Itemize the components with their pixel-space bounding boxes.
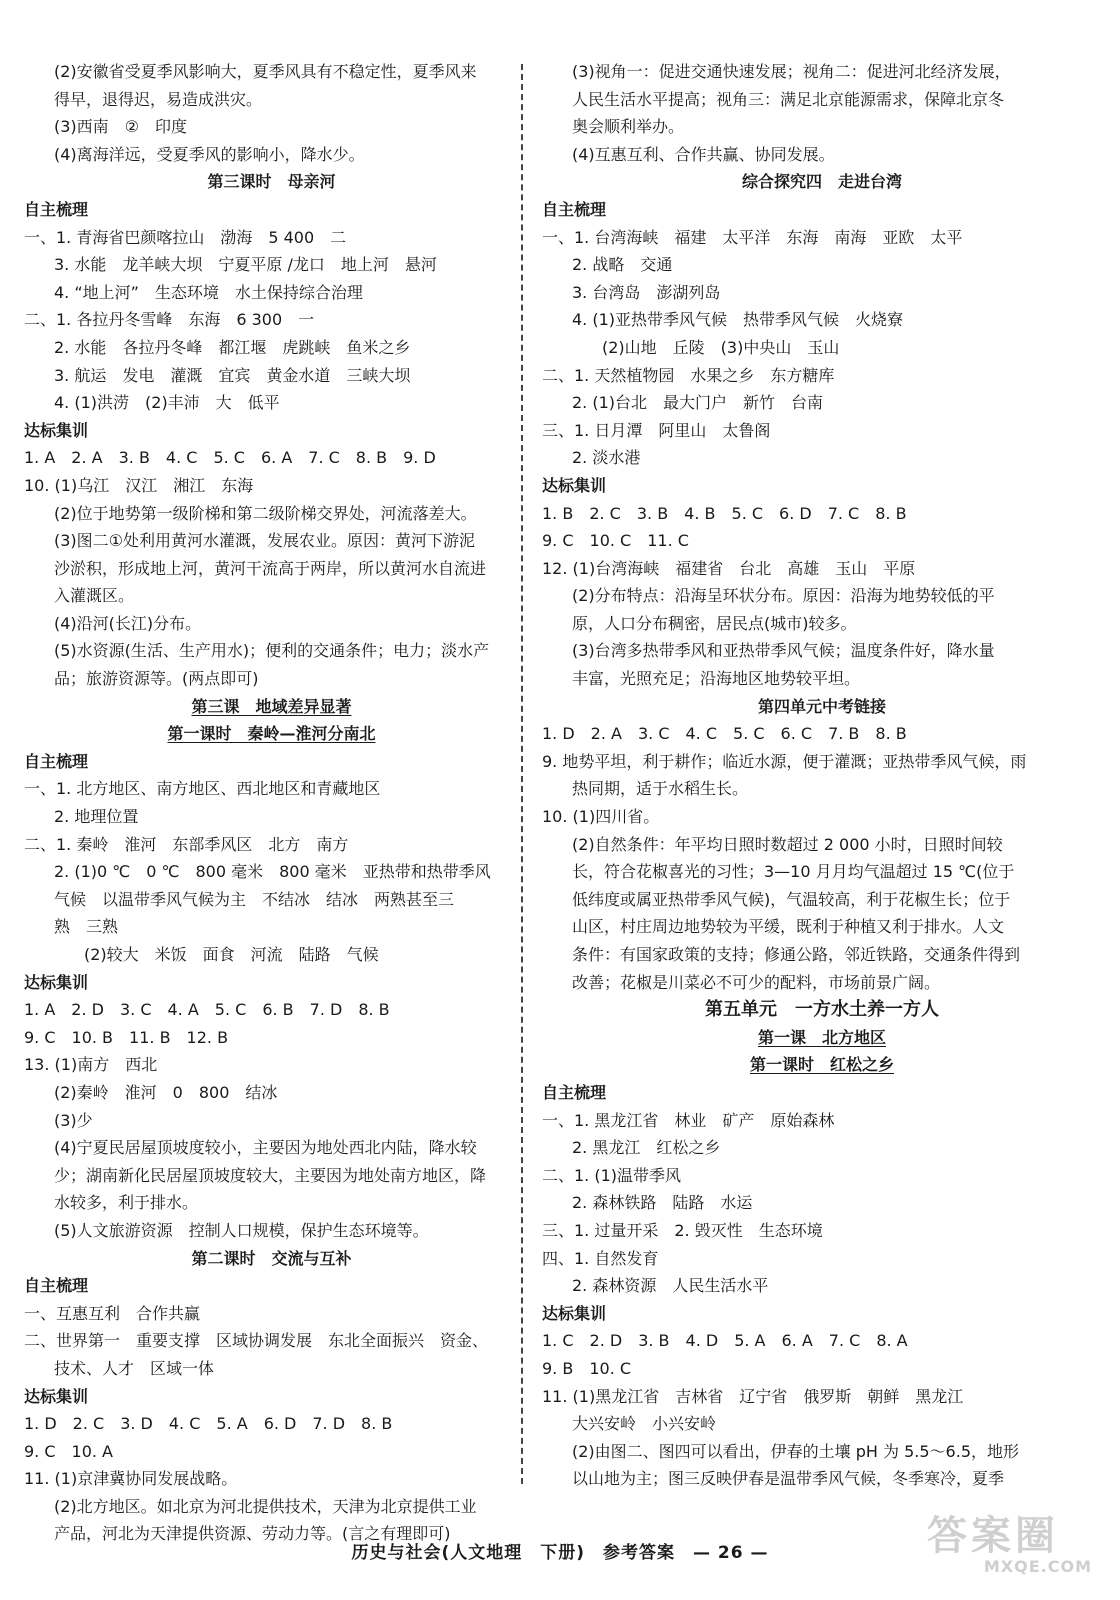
answer-line: 2. 淡水港 bbox=[572, 448, 641, 468]
answer-line: 山区，村庄周边地势较为平缓，既利于种植又利于排水。人文 bbox=[572, 917, 1005, 937]
watermark-logo bbox=[927, 1515, 1092, 1583]
answer-line: 熟 三熟 bbox=[54, 917, 119, 937]
answer-line: (5)人文旅游资源 控制人口规模，保护生态环境等。 bbox=[54, 1220, 429, 1240]
answer-line: (4)沿河(长江)分布。 bbox=[54, 613, 202, 633]
answer-line: (3)台湾多热带季风和亚热带季风气候；温度条件好，降水量 bbox=[572, 641, 995, 661]
answer-line: 以山地为主；图三反映伊春是温带季风气候，冬季寒冷，夏季 bbox=[572, 1469, 1005, 1489]
section-heading: 第三课时 母亲河 bbox=[207, 172, 336, 192]
answer-line: (3)西南 ② 印度 bbox=[54, 117, 188, 137]
answer-line: (2)分布特点：沿海呈环状分布。原因：沿海为地势较低的平 bbox=[572, 586, 995, 606]
answer-line: 1. B 2. C 3. B 4. B 5. C 6. D 7. C 8. B bbox=[542, 503, 907, 523]
answer-line: 4. (1)亚热带季风气候 热带季风气候 火烧寮 bbox=[572, 310, 904, 330]
answer-line: 11. (1)京津冀协同发展战略。 bbox=[24, 1469, 238, 1489]
answer-line: 改善；花椒是川菜必不可少的配料，市场前景广阔。 bbox=[572, 972, 941, 992]
answer-line: 低纬度或属亚热带季风气候)，气温较高，利于花椒生长；位于 bbox=[572, 889, 1011, 909]
section-label: 自主梳理 bbox=[542, 199, 607, 219]
section-heading: 综合探究四 走进台湾 bbox=[741, 172, 902, 192]
answer-line: 丰富，光照充足；沿海地区地势较平坦。 bbox=[572, 669, 861, 689]
answer-line: 1. D 2. A 3. C 4. C 5. C 6. C 7. B 8. B bbox=[542, 724, 907, 744]
section-heading: 第三课 地域差异显著 bbox=[191, 696, 352, 716]
answer-line: 13. (1)南方 西北 bbox=[24, 1055, 158, 1075]
answer-line: 产品，河北为天津提供资源、劳动力等。(言之有理即可) bbox=[54, 1524, 451, 1544]
answer-line: 11. (1)黑龙江省 吉林省 辽宁省 俄罗斯 朝鲜 黑龙江 bbox=[542, 1386, 964, 1406]
answer-line: 9. 地势平坦，利于耕作；临近水源，便于灌溉；亚热带季风气候，雨 bbox=[542, 751, 1027, 771]
answer-line: 9. C 10. A bbox=[24, 1441, 114, 1461]
section-heading: 第五单元 一方水土养一方人 bbox=[705, 999, 939, 1021]
answer-line: 9. B 10. C bbox=[542, 1358, 632, 1378]
section-label: 自主梳理 bbox=[24, 1276, 89, 1296]
watermark-title: 答案圈 bbox=[927, 1513, 1059, 1559]
answer-line: (5)水资源(生活、生产用水)；便利的交通条件；电力；淡水产 bbox=[54, 641, 490, 661]
answer-line: 12. (1)台湾海峡 福建省 台北 高雄 玉山 平原 bbox=[542, 558, 916, 578]
answer-line: 条件：有国家政策的支持；修通公路，邻近铁路，交通条件得到 bbox=[572, 945, 1021, 964]
answer-line: 10. (1)乌江 汉江 湘江 东海 bbox=[24, 475, 254, 495]
answer-line: 10. (1)四川省。 bbox=[542, 807, 660, 827]
answer-line: 热同期，适于水稻生长。 bbox=[572, 779, 749, 799]
answer-line: 2. 地理位置 bbox=[54, 807, 139, 827]
answer-line: 气候 以温带季风气候为主 不结冰 结冰 两熟甚至三 bbox=[54, 889, 455, 909]
answer-line: 3. 台湾岛 澎湖列岛 bbox=[572, 282, 721, 302]
answer-line: 三、1. 过量开采 2. 毁灭性 生态环境 bbox=[542, 1220, 823, 1240]
answer-line: (2)由图二、图四可以看出，伊春的土壤 pH 为 5.5～6.5，地形 bbox=[572, 1441, 1020, 1461]
answer-line: (2)北方地区。如北京为河北提供技术，天津为北京提供工业 bbox=[54, 1496, 477, 1516]
answer-line: 原，人口分布稠密，居民点(城市)较多。 bbox=[572, 613, 857, 633]
answer-line: (4)宁夏民居屋顶坡度较小，主要因为地处西北内陆，降水较 bbox=[54, 1138, 477, 1158]
answer-line: 得早，退得迟，易造成洪灾。 bbox=[54, 89, 263, 109]
section-label: 自主梳理 bbox=[24, 751, 89, 771]
answer-line: 品；旅游资源等。(两点即可) bbox=[54, 669, 259, 689]
section-label: 达标集训 bbox=[542, 1303, 607, 1323]
answer-line: 人民生活水平提高；视角三：满足北京能源需求，保障北京冬 bbox=[572, 89, 1005, 109]
answer-line: 奥会顺利举办。 bbox=[572, 117, 685, 137]
answer-line: 技术、人才 区域一体 bbox=[54, 1358, 215, 1378]
answer-line: 一、互惠互利 合作共赢 bbox=[24, 1303, 201, 1323]
answer-line: 1. A 2. A 3. B 4. C 5. C 6. A 7. C 8. B 9. D bbox=[24, 448, 436, 468]
right-column bbox=[542, 58, 1102, 1493]
answer-line: (3)少 bbox=[54, 1110, 93, 1130]
watermark-url: MXQE.COM bbox=[983, 1557, 1092, 1576]
answer-line: 2. 森林铁路 陆路 水运 bbox=[572, 1193, 753, 1213]
page-footer: 历史与社会(人文地理 下册) 参考答案 — 26 — bbox=[351, 1543, 769, 1563]
answer-line: 2. 战略 交通 bbox=[572, 255, 673, 275]
answer-line: 一、1. 台湾海峡 福建 太平洋 东海 南海 亚欧 太平 bbox=[542, 227, 963, 247]
section-heading: 第二课时 交流与互补 bbox=[191, 1248, 352, 1268]
answer-line: 沙淤积，形成地上河，黄河干流高于两岸，所以黄河水自流进 bbox=[54, 558, 487, 578]
answer-line: (2)秦岭 淮河 0 800 结冰 bbox=[54, 1082, 278, 1102]
answer-line: 4. (1)洪涝 (2)丰沛 大 低平 bbox=[54, 393, 280, 413]
answer-line: 1. C 2. D 3. B 4. D 5. A 6. A 7. C 8. A bbox=[542, 1331, 908, 1351]
answer-line: 1. D 2. C 3. D 4. C 5. A 6. D 7. D 8. B bbox=[24, 1414, 393, 1434]
section-label: 达标集训 bbox=[24, 1386, 89, 1406]
answer-line: (3)视角一：促进交通快速发展；视角二：促进河北经济发展， bbox=[572, 62, 1011, 81]
answer-line: (2)较大 米饭 面食 河流 陆路 气候 bbox=[84, 945, 379, 964]
section-label: 自主梳理 bbox=[542, 1082, 607, 1102]
section-heading: 第四单元中考链接 bbox=[757, 696, 886, 716]
left-column bbox=[24, 58, 519, 1548]
answer-line: 2. 黑龙江 红松之乡 bbox=[572, 1138, 721, 1158]
answer-line: 少；湖南新化民居屋顶坡度较大，主要因为地处南方地区，降 bbox=[54, 1165, 487, 1185]
answer-line: (4)离海洋远，受夏季风的影响小，降水少。 bbox=[54, 144, 365, 164]
answer-line: 二、1. 天然植物园 水果之乡 东方糖库 bbox=[542, 365, 835, 385]
answer-line: 9. C 10. C 11. C bbox=[542, 531, 689, 551]
section-heading: 第一课时 秦岭—淮河分南北 bbox=[167, 724, 376, 744]
answer-line: 水较多，利于排水。 bbox=[54, 1193, 199, 1213]
answer-line: 三、1. 日月潭 阿里山 太鲁阁 bbox=[542, 420, 771, 440]
answer-line: 4. “地上河” 生态环境 水土保持综合治理 bbox=[54, 282, 363, 302]
answer-line: 大兴安岭 小兴安岭 bbox=[572, 1414, 717, 1434]
answer-line: 入灌溉区。 bbox=[54, 586, 135, 606]
answer-line: (3)图二①处利用黄河水灌溉，发展农业。原因：黄河下游泥 bbox=[54, 531, 476, 551]
answer-line: 9. C 10. B 11. B 12. B bbox=[24, 1027, 229, 1047]
section-label: 达标集训 bbox=[24, 972, 89, 992]
answer-line: 二、1. (1)温带季风 bbox=[542, 1165, 682, 1185]
answer-line: 2. (1)0 ℃ 0 ℃ 800 毫米 800 毫米 亚热带和热带季风 bbox=[54, 862, 491, 882]
answer-line: 3. 水能 龙羊峡大坝 宁夏平原 /龙口 地上河 悬河 bbox=[54, 255, 437, 275]
answer-line: (4)互惠互利、合作共赢、协同发展。 bbox=[572, 144, 835, 164]
section-label: 达标集训 bbox=[542, 475, 607, 495]
answer-line: 四、1. 自然发育 bbox=[542, 1248, 659, 1268]
answer-line: 二、1. 秦岭 淮河 东部季风区 北方 南方 bbox=[24, 834, 349, 854]
answer-line: 二、世界第一 重要支撑 区域协调发展 东北全面振兴 资金、 bbox=[24, 1331, 489, 1351]
answer-line: 2. (1)台北 最大门户 新竹 台南 bbox=[572, 393, 824, 413]
answer-line: 2. 水能 各拉丹冬峰 都江堰 虎跳峡 鱼米之乡 bbox=[54, 337, 411, 357]
column-divider bbox=[521, 64, 523, 1484]
answer-line: (2)山地 丘陵 (3)中央山 玉山 bbox=[602, 337, 840, 357]
answer-line: 一、1. 黑龙江省 林业 矿产 原始森林 bbox=[542, 1110, 835, 1130]
section-heading: 第一课 北方地区 bbox=[757, 1027, 886, 1047]
answer-line: 一、1. 青海省巴颜喀拉山 渤海 5 400 二 bbox=[24, 227, 347, 247]
answer-line: 长，符合花椒喜光的习性；3—10 月月均气温超过 15 ℃(位于 bbox=[572, 862, 1015, 882]
section-heading: 第一课时 红松之乡 bbox=[749, 1055, 894, 1075]
answer-line: 二、1. 各拉丹冬雪峰 东海 6 300 一 bbox=[24, 310, 315, 330]
answer-line: (2)自然条件：年平均日照时数超过 2 000 小时，日照时间较 bbox=[572, 834, 1003, 854]
section-label: 自主梳理 bbox=[24, 199, 89, 219]
answer-line: (2)安徽省受夏季风影响大，夏季风具有不稳定性，夏季风来 bbox=[54, 62, 477, 81]
answer-line: 一、1. 北方地区、南方地区、西北地区和青藏地区 bbox=[24, 779, 381, 799]
section-label: 达标集训 bbox=[24, 420, 89, 440]
answer-line: 2. 森林资源 人民生活水平 bbox=[572, 1276, 769, 1296]
answer-line: 3. 航运 发电 灌溉 宜宾 黄金水道 三峡大坝 bbox=[54, 365, 411, 385]
answer-line: (2)位于地势第一级阶梯和第二级阶梯交界处，河流落差大。 bbox=[54, 503, 477, 523]
answer-line: 1. A 2. D 3. C 4. A 5. C 6. B 7. D 8. B bbox=[24, 1000, 390, 1020]
